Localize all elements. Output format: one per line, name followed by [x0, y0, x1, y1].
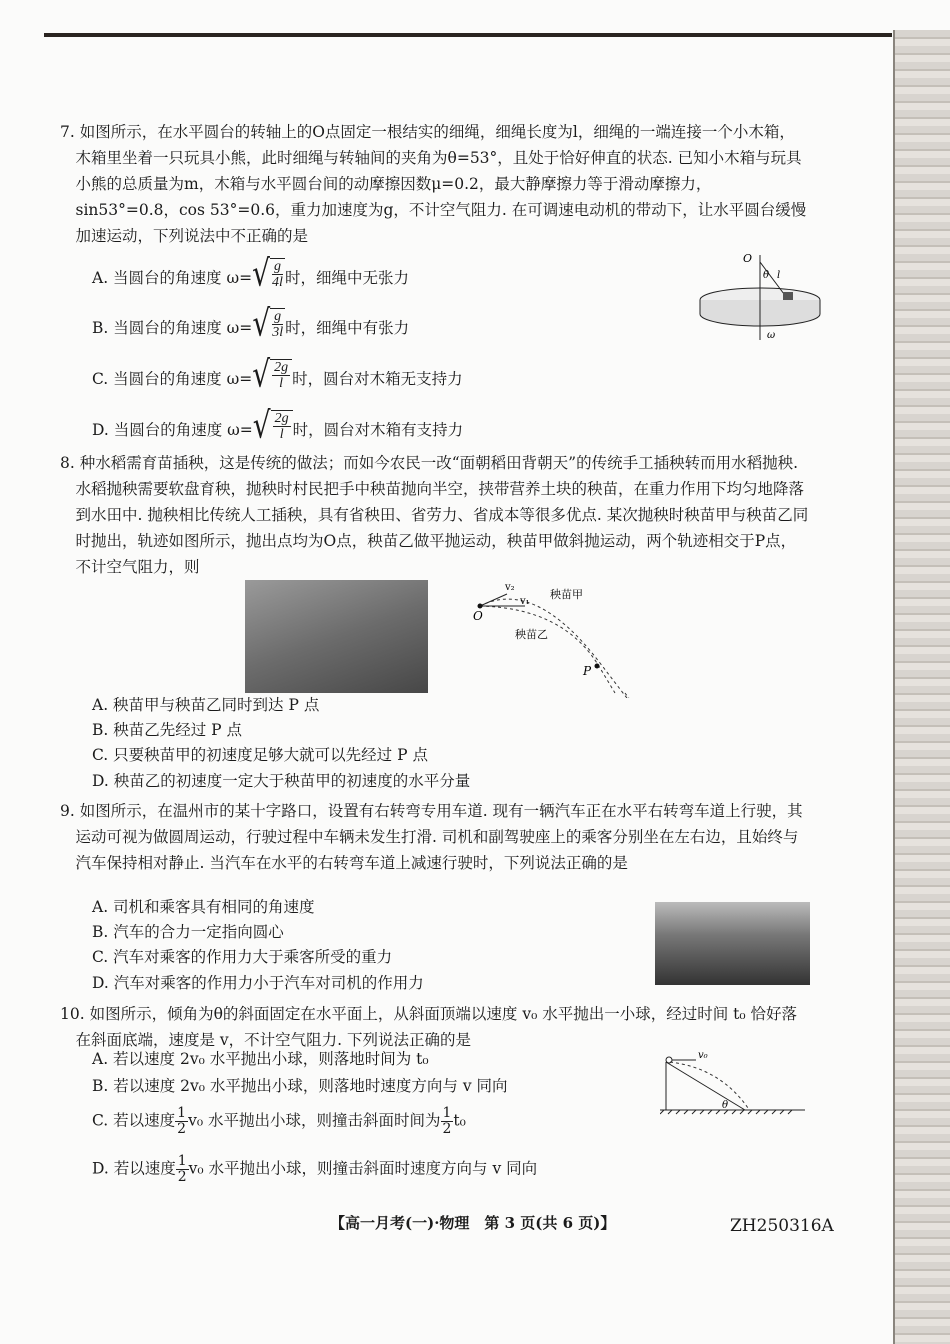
svg-text:O: O — [743, 252, 753, 265]
q10-option-b: B. 若以速度 2v₀ 水平抛出小球，则落地时速度方向与 v 同向 — [92, 1077, 508, 1095]
q8-option-b: B. 秧苗乙先经过 P 点 — [92, 721, 243, 739]
scan-edge-line — [893, 30, 895, 1344]
svg-text:P: P — [583, 664, 592, 678]
q10-option-a: A. 若以速度 2v₀ 水平抛出小球，则落地时间为 t₀ — [92, 1050, 429, 1068]
q9-option-b: B. 汽车的合力一定指向圆心 — [92, 923, 284, 941]
q10-incline-figure — [660, 1048, 810, 1118]
svg-text:v₁: v₁ — [520, 596, 530, 607]
svg-text:θ: θ — [722, 1100, 729, 1111]
scan-edge — [893, 30, 950, 1344]
svg-text:秧苗乙: 秧苗乙 — [515, 628, 548, 641]
svg-text:ω: ω — [767, 330, 776, 341]
q7-option-c: C. 当圆台的角速度 ω= √ $\frac{2g}{l}$ 时，圆台对木箱无支持力 — [92, 352, 463, 396]
svg-text:θ: θ — [763, 270, 770, 281]
question-9: 9. 如图所示，在温州市的某十字路口，设置有右转弯专用车道. 现有一辆汽车正在水平右转弯车道上行驶，其运动可视为做圆周运动，行驶过程中车辆未发生打滑. 司机和副驾驶座上的乘客分别坐在左右边，且始终与汽车保持相对静止. 当汽车在水平的右转弯车道上减速行驶时，下列说法正确的是 — [60, 802, 803, 872]
svg-text:l: l — [777, 270, 781, 281]
page-footer: 【高一月考(一)·物理 第 3 页(共 6 页)】 — [330, 1214, 616, 1232]
question-8: 8. 种水稻需育苗插秧，这是传统的做法；而如今农民一改“面朝稻田背朝天”的传统手工插秧转而用水稻抛秧. 水稻抛秧需要软盘育秧，抛秧时村民把手中秧苗抛向半空，挟带营养土块的秧苗，在重力作用下均匀地降落到水田中. 抛秧相比传统人工插秧，具有省秧田、省劳力、省成本等很多优点. 某次抛秧时秧苗甲与秧苗乙同时抛出，轨迹如图所示，抛出点均为O点，秧苗乙做平抛运动，秧苗甲做斜抛运动，两个轨迹相交于P点，不计空气阻力，则 — [60, 454, 809, 576]
q9-option-d: D. 汽车对乘客的作用力小于汽车对司机的作用力 — [92, 974, 424, 992]
intersection-photo — [655, 902, 810, 985]
q8-option-c: C. 只要秧苗甲的初速度足够大就可以先经过 P 点 — [92, 746, 428, 764]
q10-option-c: C. 若以速度 $\frac{1}{2}$ v₀ 水平抛出小球，则撞击斜面时间为 $\frac{1}{2}$ t₀ — [92, 1105, 466, 1137]
q8-trajectory-figure — [465, 578, 635, 698]
q8-option-a: A. 秧苗甲与秧苗乙同时到达 P 点 — [92, 696, 320, 714]
q7-turntable-figure — [695, 250, 825, 345]
question-10: 10. 如图所示，倾角为θ的斜面固定在水平面上，从斜面顶端以速度 v₀ 水平抛出一小球，经过时间 t₀ 恰好落在斜面底端，速度是 v，不计空气阻力. 下列说法正确的是 — [60, 1005, 798, 1049]
svg-text:v₂: v₂ — [505, 582, 515, 593]
q8-option-d: D. 秧苗乙的初速度一定大于秧苗甲的初速度的水平分量 — [92, 772, 471, 790]
q7-option-a: A. 当圆台的角速度 ω= √ $\frac{g}{4l}$ 时，细绳中无张力 — [92, 251, 409, 295]
top-rule — [44, 33, 892, 37]
q7-option-b: B. 当圆台的角速度 ω= √ $\frac{g}{3l}$ 时，细绳中有张力 — [92, 301, 410, 345]
q9-option-c: C. 汽车对乘客的作用力大于乘客所受的重力 — [92, 948, 393, 966]
svg-text:O: O — [473, 609, 483, 623]
svg-text:秧苗甲: 秧苗甲 — [550, 588, 583, 601]
q9-option-a: A. 司机和乘客具有相同的角速度 — [92, 898, 315, 916]
exam-code: ZH250316A — [730, 1216, 834, 1236]
q10-option-d: D. 若以速度 $\frac{1}{2}$ v₀ 水平抛出小球，则撞击斜面时速度方向与 v 同向 — [92, 1153, 538, 1185]
question-7: 7. 如图所示，在水平圆台的转轴上的O点固定一根结实的细绳，细绳长度为l，细绳的一端连接一个小木箱，木箱里坐着一只玩具小熊，此时细绳与转轴间的夹角为θ=53°，且处于恰好伸直的状态. 已知小木箱与玩具小熊的总质量为m，木箱与水平圆台间的动摩擦因数μ=0.2，最大静摩擦力等于滑动摩擦力，sin53°=0.8，cos 53°=0.6，重力加速度为g，不计空气阻力. 在可调速电动机的带动下，让水平圆台缓慢加速运动，下列说法中不正确的是 — [60, 123, 807, 245]
q7-option-d: D. 当圆台的角速度 ω= √ $\frac{2g}{l}$ 时，圆台对木箱有支持力 — [92, 403, 464, 447]
rice-throwing-photo — [245, 580, 428, 693]
svg-text:v₀: v₀ — [698, 1050, 708, 1061]
